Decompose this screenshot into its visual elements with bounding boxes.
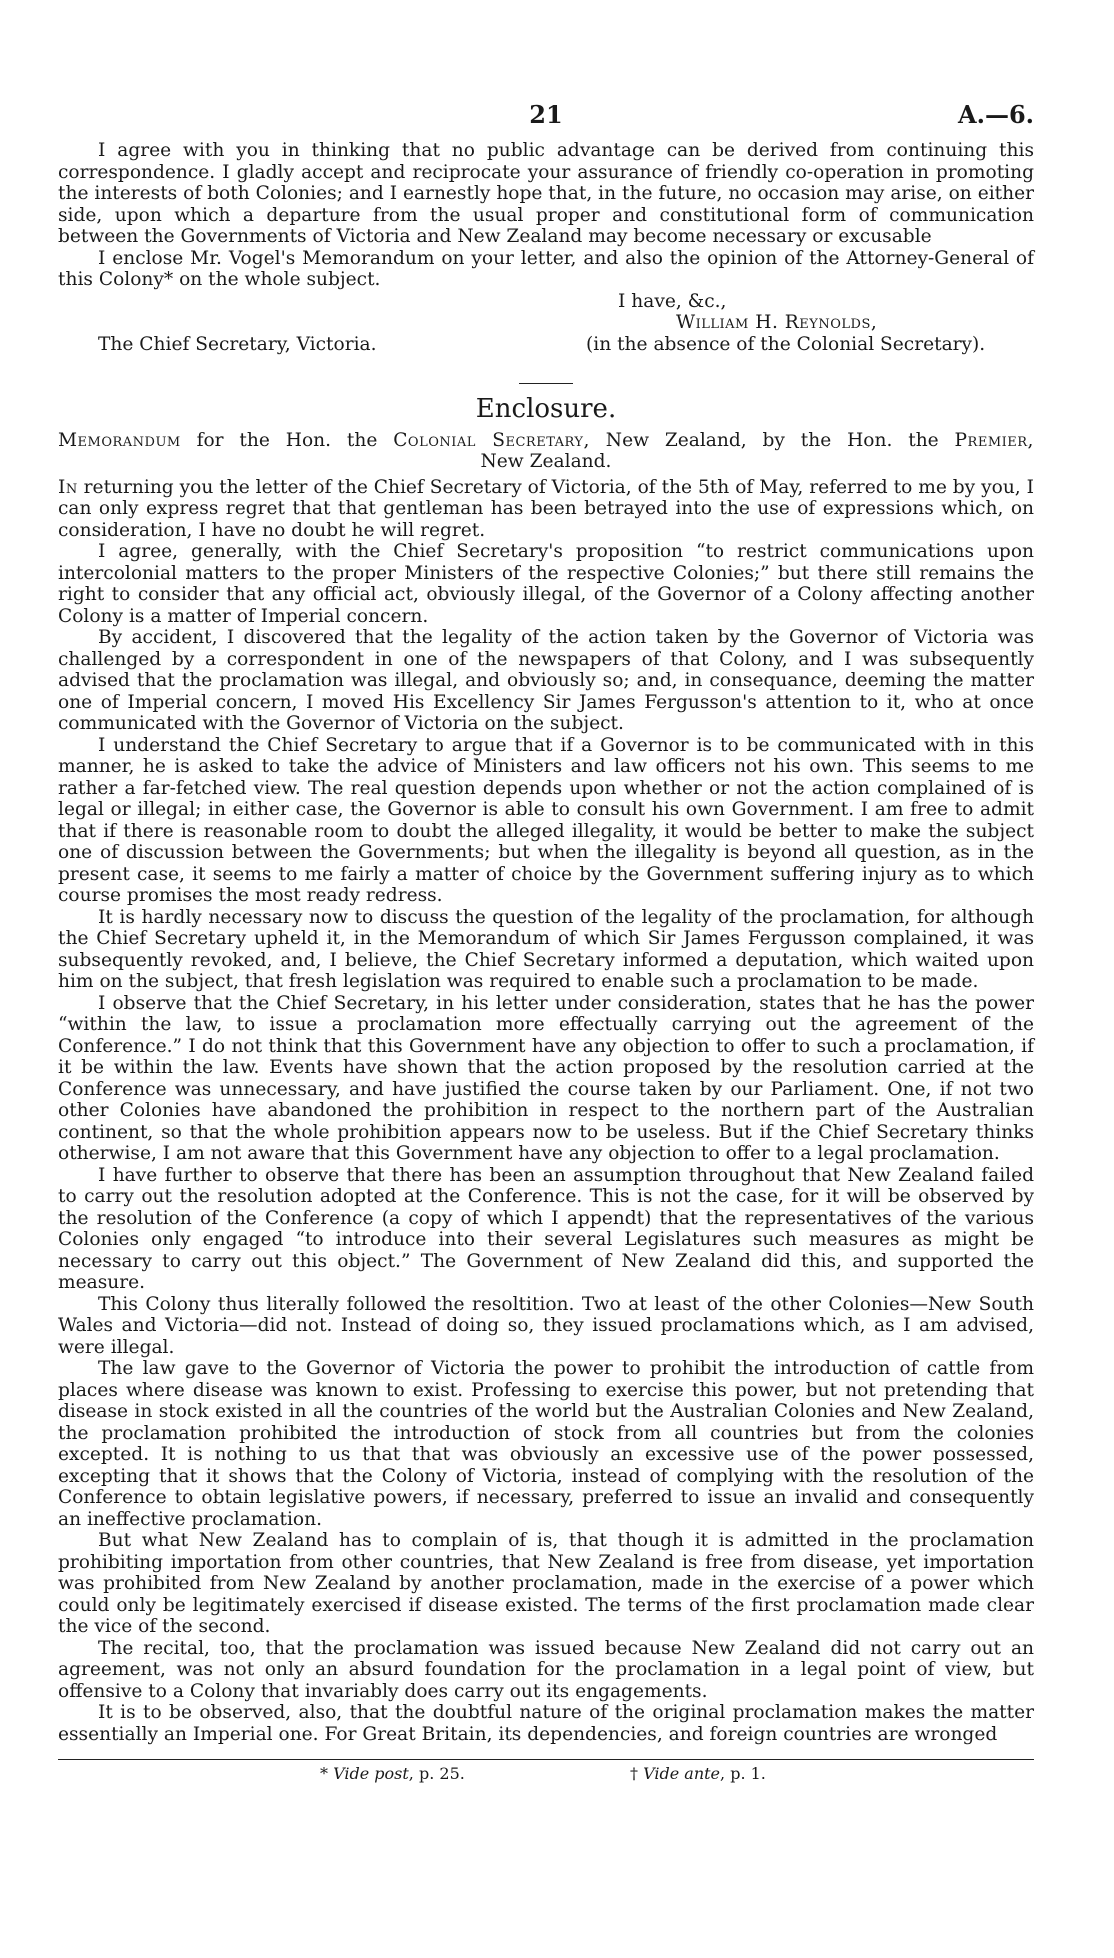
intro-paragraph-2: I enclose Mr. Vogel's Memorandum on your letter, and also the opinion of the Attorney-General of this Colony* on the whole subject. [58,247,1034,290]
footnote-2 [630,1764,766,1783]
body-paragraph: I agree, generally, with the Chief Secretary's proposition “to restrict communications upon intercolonial matters to the proper Ministers of the respective Colonies;” but there still remains the right to consider that any official act, obviously illegal, of the Governor of a Colony affecting another Colony is a matter of Imperial concern. [58,541,1034,627]
addressee: The Chief Secretary, Victoria. [98,333,377,355]
body-paragraph-first [58,477,1034,542]
first-word: In [58,476,78,498]
body-paragraph: The recital, too, that the proclamation was issued because New Zealand did not carry out an agreement, was not only an absurd foundation for the proclamation in a legal point of view, but offensive to a Colony that invariably does carry out its engagements. [58,1637,1034,1702]
body-paragraph: The law gave to the Governor of Victoria the power to prohibit the introduction of cattle from places where disease was known to exist. Professing to exercise this power, but not pretending that disease in stock existed in all the countries of the world but the Australian Colonies and New Zealand, the proclamation prohibited the introduction of stock from all countries but from the colonies excepted. It is nothing to us that that was obviously an excessive use of the power possessed, excepting that it shows that the Colony of Victoria, instead of complying with the resolution of the Conference to obtain legislative powers, if necessary, preferred to issue an invalid and consequently an ineffective proclamation. [58,1358,1034,1530]
footnote-2-page: , p. 1. [720,1764,766,1783]
body-paragraph: It is to be observed, also, that the doubtful nature of the original proclamation makes the matter essentially an Imperial one. For Great Britain, its dependencies, and foreign countries are wronged [58,1702,1034,1745]
signatory-name: William H. Reynolds, [676,311,878,333]
memorandum-premier: Premier, [954,429,1034,451]
memorandum-for: for the Hon. the [196,429,378,451]
signature-block [58,291,1034,377]
enclosure-heading: Enclosure. [475,393,617,424]
footnote-1-page: , p. 25. [408,1764,465,1783]
footnote-1 [320,1764,465,1783]
document-reference: A.—6. [957,100,1034,129]
memorandum-colonial-secretary: Colonial Secretary, [393,429,590,451]
body-paragraph: This Colony thus literally followed the resoltition. Two at least of the other Colonies—New South Wales and Victoria—did not. Instead of doing so, they issued proclamations which, as I am advised, were illegal. [58,1293,1034,1358]
footnote-1-mark: * [320,1764,334,1783]
body-paragraph: I observe that the Chief Secretary, in his letter under consideration, states that he has the power “within the law, to issue a proclamation more effectually carrying out the agreement of the Conference.” I do not think that this Government have any objection to offer to such a proclamation, if it be within the law. Events have shown that the action proposed by the resolution carried at the Conference was unnecessary, and have justified the course taken by our Parliament. One, if not two other Colonies have abandoned the prohibition in respect to the northern part of the Australian continent, so that the whole prohibition appears now to be useless. But if the Chief Secretary thinks otherwise, I am not aware that this Government have any objection to offer to a legal proclamation. [58,992,1034,1164]
body-paragraph: It is hardly necessary now to discuss the question of the legality of the proclamation, for although the Chief Secretary upheld it, in the Memorandum of which Sir James Fergusson complained, it was subsequently revoked, and, I believe, the Chief Secretary informed a deputation, which waited upon him on the subject, that fresh legislation was required to enable such a proclamation to be made. [58,906,1034,992]
memorandum-mid: New Zealand, by the Hon. the [605,429,939,451]
signatory-role: (in the absence of the Colonial Secretary). [586,333,986,355]
footnotes [58,1760,1034,1786]
footnote-2-mark: † [630,1764,644,1783]
memorandum-heading [58,430,1034,473]
memorandum-heading-line [58,430,1034,452]
memorandum-end: New Zealand. [480,451,612,472]
body-paragraph: But what New Zealand has to complain of is, that though it is admitted in the proclamation prohibiting importation from other countries, that New Zealand is free from disease, yet importation was prohibited from New Zealand by another proclamation, made in the exercise of a power which could only be legitimately exercised if disease existed. The terms of the first proclamation made clear the vice of the second. [58,1530,1034,1637]
footnote-2-text: Vide ante [643,1764,721,1783]
page-number: 21 [529,100,563,129]
footnote-1-text: Vide post [333,1764,409,1783]
intro-paragraph-1: I agree with you in thinking that no public advantage can be derived from continuing this correspondence. I gladly accept and reciprocate your assurance of friendly co-operation in promoting the interests of both Colonies; and I earnestly hope that, in the future, no occasion may arise, on either side, upon which a departure from the usual proper and constitutional form of communication between the Governments of Victoria and New Zealand may become necessary or excusable [58,140,1034,247]
section-divider [519,383,573,384]
document-page [58,100,1034,1786]
closing: I have, &c., [618,290,727,312]
first-paragraph-text: returning you the letter of the Chief Secretary of Victoria, of the 5th of May, referred to me by you, I can only express regret that that gentleman has been betrayed into the use of expressions which, on consideration, I have no doubt he will regret. [58,476,1034,541]
memorandum-word: Memorandum [58,429,181,451]
page-header [58,100,1034,140]
body-paragraph: By accident, I discovered that the legality of the action taken by the Governor of Victoria was challenged by a correspondent in one of the newspapers of that Colony, and I was subsequently advised that the proclamation was illegal, and obviously so; and, in consequance, deeming the matter one of Imperial concern, I moved His Excellency Sir James Fergusson's attention to it, who at once communicated with the Governor of Victoria on the subject. [58,627,1034,734]
body-paragraph: I have further to observe that there has been an assumption throughout that New Zealand failed to carry out the resolution adopted at the Conference. This is not the case, for it will be observed by the resolution of the Conference (a copy of which I appendt) that the representatives of the various Colonies only engaged “to introduce into their several Legislatures such measures as might be necessary to carry out this object.” The Government of New Zealand did this, and supported the measure. [58,1164,1034,1293]
body-paragraph: I understand the Chief Secretary to argue that if a Governor is to be communicated with in this manner, he is asked to take the advice of Ministers and law officers not his own. This seems to me rather a far-fetched view. The real question depends upon whether or not the action complained of is legal or illegal; in either case, the Governor is able to consult his own Government. I am free to admit that if there is reasonable room to doubt the alleged illegality, it would be better to make the subject one of discussion between the Governments; but when the illegality is beyond all question, as in the present case, it seems to me fairly a matter of choice by the Government suffering injury as to which course promises the most ready redress. [58,734,1034,906]
